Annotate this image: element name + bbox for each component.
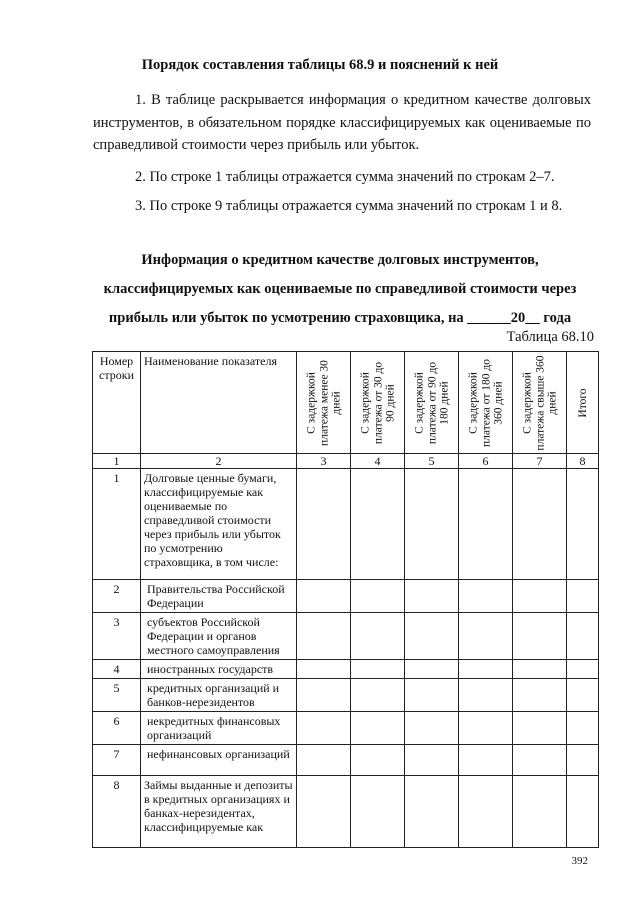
cell	[513, 776, 567, 848]
row-name: иностранных государств	[141, 660, 297, 679]
row-number: 6	[93, 712, 141, 745]
cell	[405, 469, 459, 580]
cell	[513, 580, 567, 613]
header-indicator-name: Наименование показателя	[141, 352, 297, 454]
cell	[567, 712, 599, 745]
cell	[567, 580, 599, 613]
cell	[567, 776, 599, 848]
header-delay-30-90	[351, 352, 405, 454]
row-number: 8	[93, 776, 141, 848]
header-delay-over-360	[513, 352, 567, 454]
cell	[297, 580, 351, 613]
header-delay-180-360-label: С задержкой платежа от 180 до 360 дней	[466, 358, 504, 447]
cell	[297, 469, 351, 580]
cell	[567, 469, 599, 580]
paragraph-3: 3. По строке 9 таблицы отражается сумма значений по строкам 1 и 8.	[135, 198, 563, 214]
cell	[513, 469, 567, 580]
header-row	[93, 352, 599, 454]
cell	[351, 469, 405, 580]
header-delay-under-30	[297, 352, 351, 454]
cell	[297, 679, 351, 712]
column-number: 2	[141, 454, 297, 469]
table-row	[93, 712, 599, 745]
header-row-number: Номер строки	[93, 352, 141, 454]
cell	[513, 660, 567, 679]
table-row	[93, 776, 599, 848]
table-number: Таблица 68.10	[506, 329, 594, 345]
cell	[351, 712, 405, 745]
header-delay-under-30-label: С задержкой платежа менее 30 дней	[304, 359, 342, 446]
header-delay-180-360	[459, 352, 513, 454]
header-delay-30-90-label: С задержкой платежа от 30 до 90 дней	[358, 361, 396, 444]
header-total	[567, 352, 599, 454]
cell	[459, 712, 513, 745]
cell	[567, 679, 599, 712]
column-number: 7	[513, 454, 567, 469]
column-number: 8	[567, 454, 599, 469]
cell	[513, 745, 567, 776]
cell	[459, 580, 513, 613]
cell	[351, 679, 405, 712]
cell	[405, 580, 459, 613]
column-number: 3	[297, 454, 351, 469]
column-number: 4	[351, 454, 405, 469]
table-title: Информация о кредитном качестве долговых инструментов, классифицируемых как оцениваемые по справедливой стоимости через прибыль или убыток по усмотрению страховщика, на ______20__ года	[103, 252, 577, 326]
paragraph-1: 1. В таблице раскрывается информация о кредитном качестве долговых инструментов, в обязательном порядке классифицируемых как оцениваемые по справедливой стоимости через прибыль или убыток.	[93, 92, 591, 153]
row-name: Займы выданные и депозиты в кредитных организациях и банках-нерезидентах, классифицируемые как	[141, 776, 297, 848]
cell	[459, 745, 513, 776]
column-number: 1	[93, 454, 141, 469]
row-name: Долговые ценные бумаги, классифицируемые как оцениваемые по справедливой стоимости через прибыль или убыток по усмотрению страховщика, в том числе:	[141, 469, 297, 580]
cell	[405, 660, 459, 679]
cell	[297, 712, 351, 745]
cell	[405, 745, 459, 776]
cell	[513, 679, 567, 712]
row-name: субъектов Российской Федерации и органов местного самоуправления	[141, 613, 297, 660]
page-number: 392	[571, 855, 588, 867]
header-delay-90-180-label: С задержкой платежа от 90 до 180 дней	[412, 361, 450, 444]
cell	[297, 776, 351, 848]
section-heading: Порядок составления таблицы 68.9 и пояснений к ней	[141, 57, 499, 73]
cell	[459, 660, 513, 679]
credit-quality-table	[92, 351, 599, 848]
cell	[405, 776, 459, 848]
row-number: 1	[93, 469, 141, 580]
header-delay-over-360-label: С задержкой платежа свыше 360 дней	[520, 354, 558, 451]
cell	[351, 660, 405, 679]
cell	[405, 712, 459, 745]
cell	[459, 613, 513, 660]
column-number: 6	[459, 454, 513, 469]
row-name: нефинансовых организаций	[141, 745, 297, 776]
cell	[459, 469, 513, 580]
cell	[297, 745, 351, 776]
cell	[567, 745, 599, 776]
cell	[351, 613, 405, 660]
column-number-row	[93, 454, 599, 469]
header-total-label: Итого	[576, 387, 589, 418]
cell	[459, 776, 513, 848]
table-row	[93, 580, 599, 613]
cell	[297, 613, 351, 660]
cell	[567, 660, 599, 679]
paragraph-2: 2. По строке 1 таблицы отражается сумма значений по строкам 2–7.	[135, 169, 555, 185]
cell	[297, 660, 351, 679]
cell	[513, 712, 567, 745]
row-number: 3	[93, 613, 141, 660]
table-row	[93, 679, 599, 712]
row-number: 5	[93, 679, 141, 712]
column-number: 5	[405, 454, 459, 469]
cell	[513, 613, 567, 660]
table-row	[93, 469, 599, 580]
cell	[459, 679, 513, 712]
row-number: 2	[93, 580, 141, 613]
cell	[351, 776, 405, 848]
cell	[351, 745, 405, 776]
row-name: Правительства Российской Федерации	[141, 580, 297, 613]
table-row	[93, 745, 599, 776]
cell	[405, 613, 459, 660]
row-number: 7	[93, 745, 141, 776]
table-row	[93, 613, 599, 660]
table-row	[93, 660, 599, 679]
cell	[567, 613, 599, 660]
row-name: некредитных финансовых организаций	[141, 712, 297, 745]
cell	[405, 679, 459, 712]
header-delay-90-180	[405, 352, 459, 454]
row-number: 4	[93, 660, 141, 679]
row-name: кредитных организаций и банков-нерезидентов	[141, 679, 297, 712]
cell	[351, 580, 405, 613]
